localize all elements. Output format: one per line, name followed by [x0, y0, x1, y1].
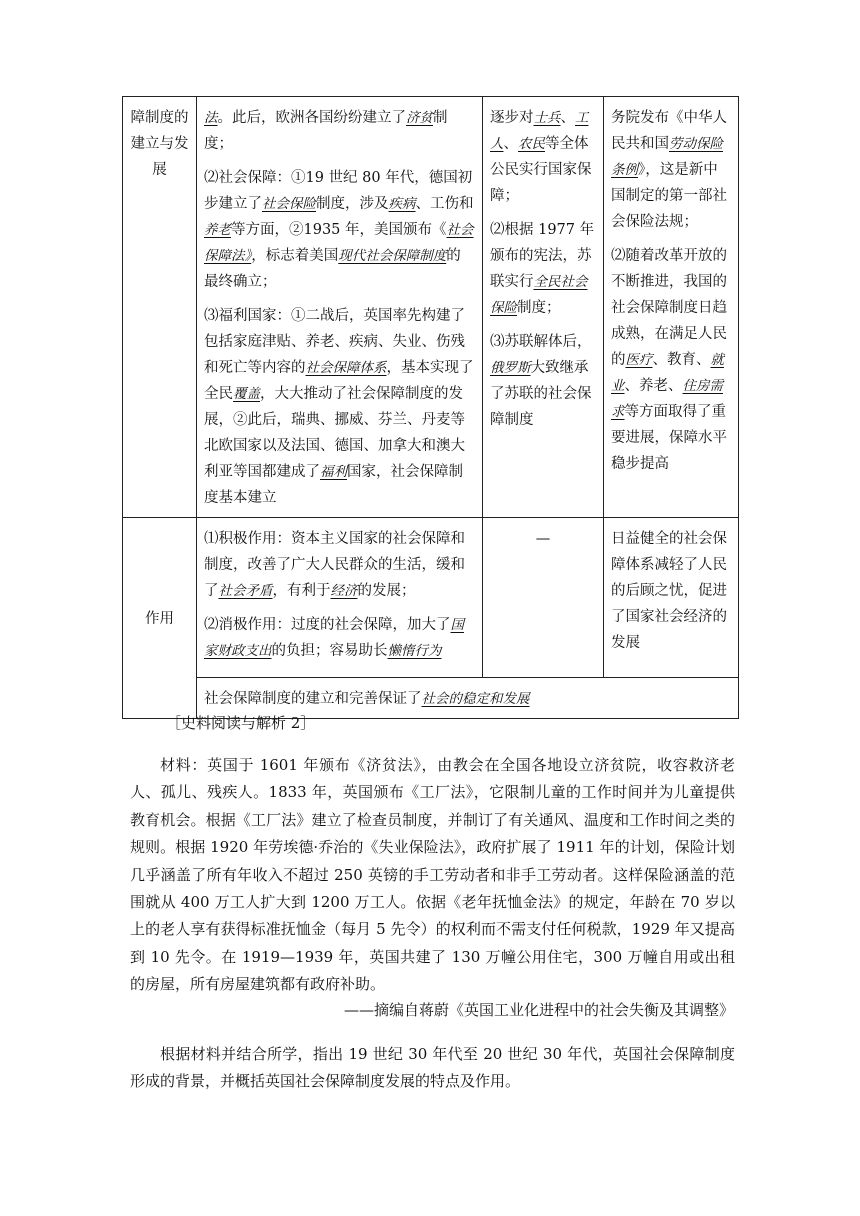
section-title: ［史料阅读与解析 2］ — [166, 714, 316, 732]
rich-text — [490, 105, 596, 209]
text-segment: 制度； — [204, 110, 448, 152]
rich-text — [204, 612, 475, 664]
text-segment: 制度； — [517, 300, 561, 316]
text-segment: 、 — [560, 110, 575, 126]
text-segment: 等方面取得了重要进展，保障水平稳步提高 — [611, 404, 727, 472]
underlined-answer: 济贫 — [406, 110, 433, 126]
row-head-establishment: 障制度的建立与发展 — [123, 97, 197, 518]
text-segment: 的最终确立； — [204, 248, 461, 290]
underlined-answer: 住房需求 — [611, 378, 723, 420]
underlined-answer: 懒惰行为 — [387, 643, 442, 659]
rich-text — [490, 329, 596, 433]
underlined-answer: 经济 — [330, 583, 358, 599]
underlined-answer: 社会矛盾 — [218, 583, 273, 599]
text-segment: 。此后，欧洲各国纷纷建立了 — [217, 110, 406, 126]
underlined-answer: 现代社会保障制度 — [338, 248, 447, 264]
underlined-answer: 就业 — [611, 352, 724, 394]
china-column-cell — [604, 97, 739, 518]
text-segment: 的发展； — [357, 583, 416, 599]
rich-text — [204, 165, 475, 295]
text-segment: ⑵社会保障：①19 世纪 80 年代，德国初步建立了 — [204, 170, 473, 212]
rich-text — [490, 217, 596, 321]
soviet-column-cell — [483, 97, 604, 518]
underlined-answer: 社会保障法》 — [204, 222, 474, 264]
text-segment: 日益健全的社会保障体系减轻了人民的后顾之忧，促进了国家社会经济的发展 — [611, 531, 727, 651]
rich-text — [204, 105, 475, 157]
row-head-effects: 作用 — [123, 518, 197, 719]
text-segment: 、 — [503, 136, 518, 152]
underlined-answer: 疾病 — [388, 196, 416, 212]
table-row-effects — [123, 518, 739, 678]
china-effects-cell — [604, 518, 739, 678]
underlined-answer: 社会保险 — [262, 196, 316, 212]
underlined-answer: 士兵 — [533, 110, 561, 126]
text-segment: 逐步对 — [490, 110, 534, 126]
underlined-answer: 俄罗斯 — [490, 360, 531, 376]
text-segment: ，有利于 — [272, 583, 331, 599]
underlined-answer: 社会保障体系 — [305, 360, 387, 376]
text-segment: 的负担；容易助长 — [271, 643, 388, 659]
source-citation: ——摘编自蒋蔚《英国工业化进程中的社会失衡及其调整》 — [343, 1001, 734, 1019]
text-segment: 》，这是新中国制定的第一部社会保险法规； — [611, 162, 727, 230]
rich-text — [611, 243, 731, 477]
text-segment: 社会保障制度的建立和完善保证了 — [204, 691, 422, 707]
underlined-answer: 福利 — [320, 464, 347, 480]
text-segment: ⑶福利国家：①二战后，英国率先构建了包括家庭津贴、养老、疾病、失业、伤残和死亡等内容的 — [204, 308, 465, 376]
underlined-answer: 农民 — [518, 136, 545, 152]
social-security-table — [122, 96, 739, 719]
text-segment: 、工伤和 — [415, 196, 474, 212]
text-segment: ⑵消极作用：过度的社会保障，加大了 — [204, 617, 451, 633]
underlined-answer: 覆盖 — [233, 386, 260, 402]
text-segment: ⑵根据 1977 年颁布的宪法，苏联实行 — [490, 222, 595, 290]
rich-text — [204, 303, 475, 511]
text-segment: ⑵随着改革开放的不断推进，我国的社会保障制度日趋成熟，在满足人民的 — [611, 248, 727, 368]
underlined-answer: 劳动保险条例 — [611, 136, 723, 178]
underlined-answer: 国家财政支出 — [204, 617, 464, 659]
capitalist-effects-cell — [197, 518, 483, 678]
rich-text — [204, 686, 731, 712]
rich-text — [611, 526, 731, 656]
text-segment: ，大大推动了社会保障制度的发展，②此后，瑞典、挪威、芬兰、丹麦等北欧国家以及法国、德国、加拿大和澳大利亚等国都建成了 — [204, 386, 465, 480]
text-segment: 务院发布《中华人民共和国 — [611, 110, 727, 152]
rich-text — [611, 105, 731, 235]
material-paragraph: 材料：英国于 1601 年颁布《济贫法》，由教会在全国各地设立济贫院，收容救济老人、孤儿、残疾人。1833 年，英国颁布《工厂法》，它限制儿童的工作时间并为儿童提供教育机会。根据《工厂法》建立了检查员制度，并制订了有关通风、温度和工作时间之类的规则。根据 1920 年劳埃德·乔治的《失业保险法》，政府扩展了 1911 年的计划，保险计划几乎涵盖了所有年收入不超过 250 英镑的手工劳动者和非手工劳动者。这样保险涵盖的范围就从 400 万工人扩大到 1200 万工人。依据《老年抚恤金法》的规定，年龄在 70 岁以上的老人享有获得标准抚恤金（每月 5 先令）的权利而不需支付任何税款，1929 年又提高到 10 先令。在 1919—1939 年，英国共建了 130 万幢公用住宅，300 万幢自用或出租的房屋，所有房屋建筑都有政府补助。 — [130, 756, 735, 994]
text-segment: ⑶苏联解体后， — [490, 334, 592, 350]
text-segment: ，标志着美国 — [251, 248, 339, 264]
soviet-effects-dash: — — [483, 518, 604, 678]
text-segment: 制度，涉及 — [316, 196, 389, 212]
rich-text — [204, 526, 475, 604]
table-row-establishment — [123, 97, 739, 518]
underlined-answer: 养老 — [204, 222, 231, 238]
text-segment: 等方面，②1935 年，美国颁布《 — [231, 222, 447, 238]
underlined-answer: 法 — [204, 110, 218, 126]
text-segment: 大致继承了苏联的社会保障制度 — [490, 360, 592, 428]
text-segment: ⑴积极作用：资本主义国家的社会保障和制度，改善了广大人民群众的生活，缓和了 — [204, 531, 465, 599]
underlined-answer: 工人 — [490, 110, 589, 152]
text-segment: ，基本实现了全民 — [204, 360, 474, 402]
underlined-answer: 社会的稳定和发展 — [421, 691, 530, 707]
text-segment: 、教育、 — [652, 352, 711, 368]
text-segment: 、养老、 — [624, 378, 683, 394]
question-paragraph: 根据材料并结合所学，指出 19 世纪 30 年代至 20 世纪 30 年代，英国社会保障制度形成的背景，并概括英国社会保障制度发展的特点及作用。 — [130, 1045, 735, 1091]
text-segment: 等全体公民实行国家保障； — [490, 136, 592, 204]
text-segment: 国家，社会保障制度基本建立 — [204, 464, 463, 506]
capitalist-column-cell — [197, 97, 483, 518]
underlined-answer: 医疗 — [625, 352, 653, 368]
underlined-answer: 全民社会保险 — [490, 274, 588, 316]
